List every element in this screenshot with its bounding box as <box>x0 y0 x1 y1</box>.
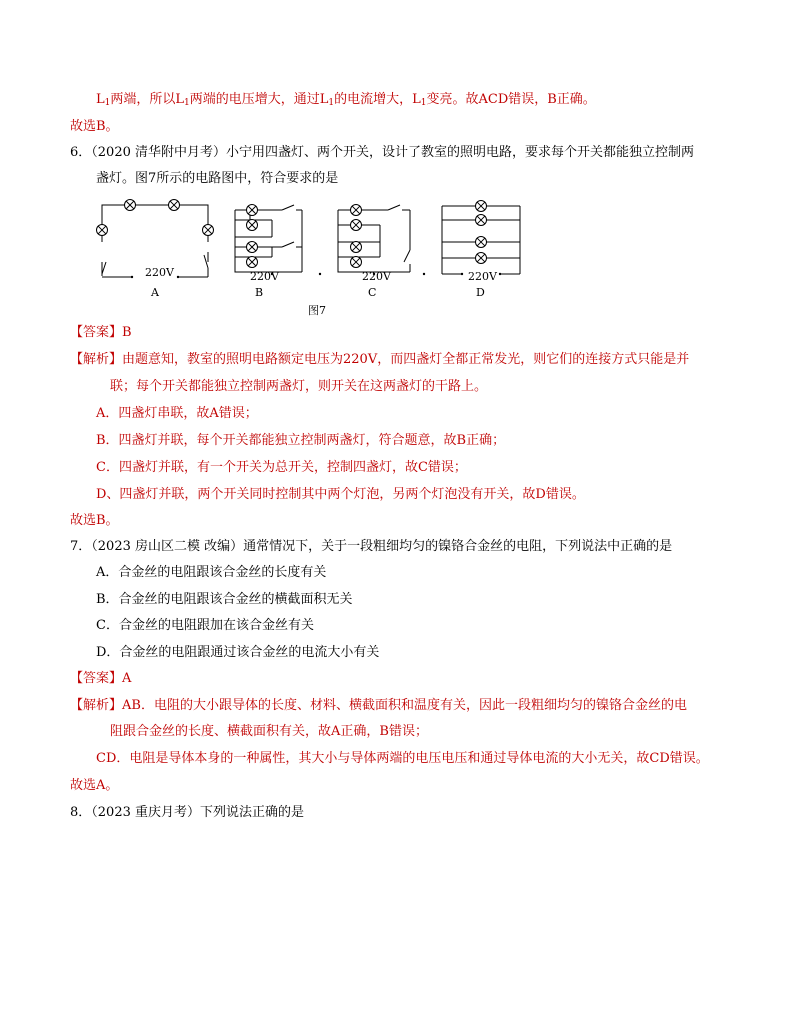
lamp-icon <box>125 200 136 211</box>
lamp-icon <box>247 205 258 216</box>
lamp-icon <box>351 205 362 216</box>
analysis-tag: 【解析】 <box>70 352 123 367</box>
lamp-icon <box>476 215 487 226</box>
q8-stem: 8．（2023 重庆月考）下列说法正确的是 <box>70 805 304 820</box>
lamp-icon <box>203 225 214 236</box>
voltage-label-b: 220V <box>250 270 279 283</box>
q6-option-d: D、四盏灯并联，两个开关同时控制其中两个灯泡，另两个灯泡没有开关，故D错误。 <box>96 487 585 502</box>
q7-stem: 7．（2023 房山区二模 改编）通常情况下，关于一段粗细均匀的镍铬合金丝的电阻，下列说法中正确的是 <box>70 539 673 554</box>
figure-label-d: D <box>476 286 485 299</box>
q6-answer <box>70 323 132 343</box>
q6-option-b: B．四盏灯并联，每个开关都能独立控制两盏灯，符合题意，故B正确； <box>96 433 506 448</box>
q7-conclusion: 故选A。 <box>70 778 119 793</box>
q6-stem-line1: 6．（2020 清华附中月考）小宁用四盏灯、两个开关，设计了教室的照明电路，要求每个开关都能独立控制两 <box>70 145 694 160</box>
answer-value: A <box>122 671 132 686</box>
voltage-label-a: 220V <box>145 266 174 279</box>
q6-analysis-line2: 联；每个开关都能独立控制两盏灯，则开关在这两盏灯的干路上。 <box>110 379 488 394</box>
circuit-figure <box>90 192 540 322</box>
q7-answer <box>70 669 131 689</box>
q7-analysis-line2: 阻跟合金丝的长度、横截面积有关，故A正确，B错误； <box>110 724 428 739</box>
circuit-b <box>235 205 302 273</box>
circuit-d <box>442 201 520 275</box>
answer-tag: 【答案】 <box>70 671 123 686</box>
lamp-icon <box>351 242 362 253</box>
q7-option-a: A．合金丝的电阻跟该合金丝的长度有关 <box>96 565 327 580</box>
figure-label-c: C <box>368 286 377 299</box>
q7-analysis-line3: CD．电阻是导体本身的一种属性，其大小与导体两端的电压电压和通过导体电流的大小无关，故CD错误。 <box>96 751 709 766</box>
lamp-icon <box>97 225 108 236</box>
analysis-tag: 【解析】 <box>70 698 123 713</box>
q7-analysis-line1: 【解析】AB．电阻的大小跟导体的长度、材料、横截面积和温度有关，因此一段粗细均匀的镍铬合金丝的电 <box>70 698 687 713</box>
lamp-icon <box>169 200 180 211</box>
voltage-label-d: 220V <box>468 270 497 283</box>
q6-option-a: A．四盏灯串联，故A错误； <box>96 406 258 421</box>
lamp-icon <box>247 220 258 231</box>
lamp-icon <box>476 253 487 264</box>
figure-caption: 图7 <box>308 304 326 317</box>
lamp-icon <box>247 257 258 268</box>
q6-option-c: C．四盏灯并联，有一个开关为总开关，控制四盏灯，故C错误； <box>96 460 467 475</box>
q6-analysis-line1: 【解析】由题意知，教室的照明电路额定电压为220V，而四盏灯全都正常发光，则它们的连接方式只能是并 <box>70 352 690 367</box>
circuit-c <box>338 205 410 273</box>
q7-option-b: B．合金丝的电阻跟该合金丝的横截面积无关 <box>96 592 353 607</box>
lamp-icon <box>351 257 362 268</box>
figure-label-b: B <box>255 286 264 299</box>
lamp-icon <box>247 242 258 253</box>
figure-label-a: A <box>151 286 159 299</box>
carry-conclusion: 故选B。 <box>70 119 119 134</box>
q7-option-d: D．合金丝的电阻跟通过该合金丝的电流大小有关 <box>96 645 380 660</box>
q7-option-c: C．合金丝的电阻跟加在该合金丝有关 <box>96 618 314 633</box>
carry-line-1: $L_1$两端，所以$L_1$两端的电压增大，通过$L_1$的电流增大，$L_1$变亮。故ACD错误，B正确。 <box>96 92 596 108</box>
answer-tag: 【答案】 <box>70 325 123 340</box>
q6-stem-line2: 盏灯。图7所示的电路图中，符合要求的是 <box>96 171 339 186</box>
q6-conclusion: 故选B。 <box>70 513 119 528</box>
lamp-icon <box>476 237 487 248</box>
voltage-label-c: 220V <box>362 270 391 283</box>
lamp-icon <box>351 220 362 231</box>
lamp-icon <box>476 201 487 212</box>
answer-value: B <box>122 325 132 340</box>
